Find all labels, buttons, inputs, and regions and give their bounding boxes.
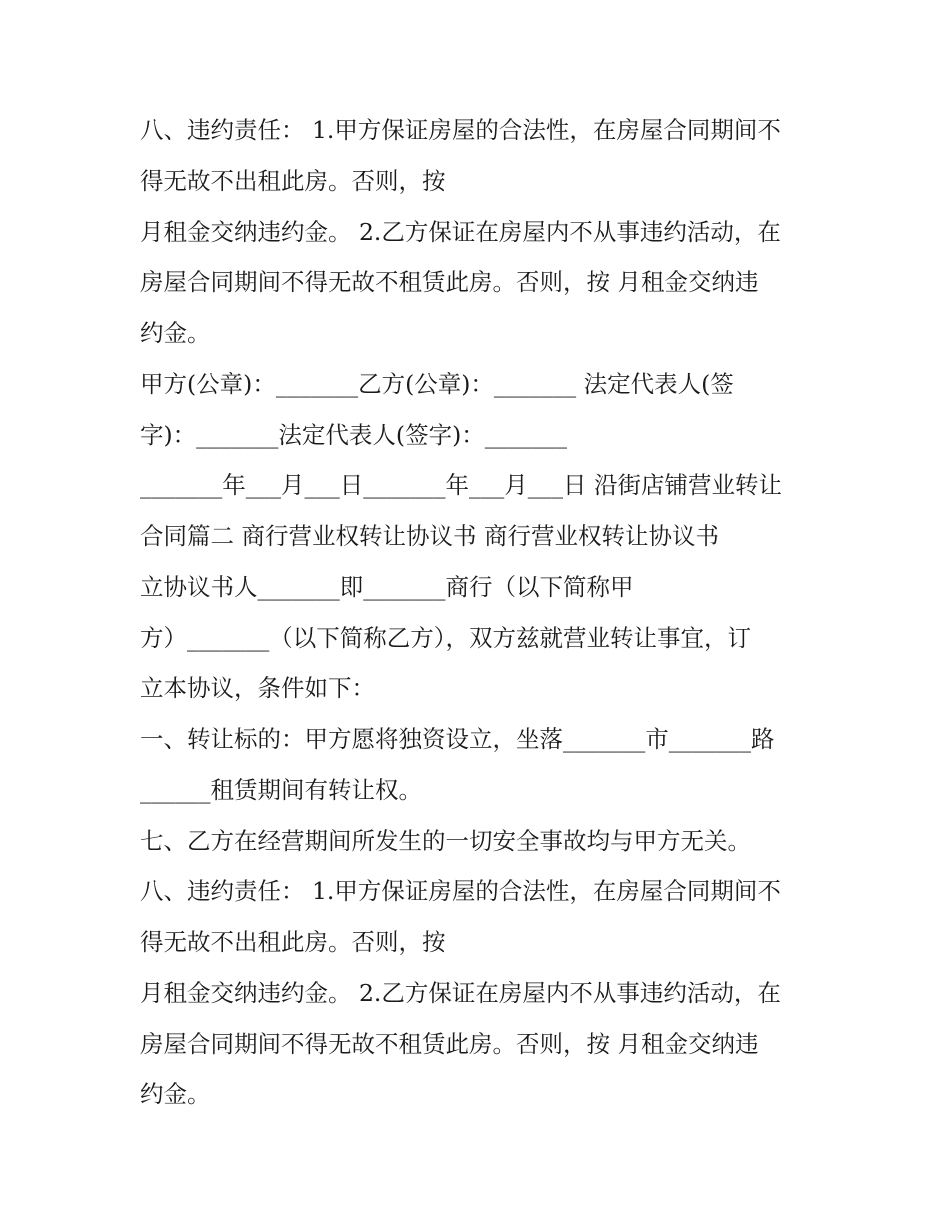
signature-line: 字)：_______法定代表人(签字)：_______ — [140, 420, 568, 449]
text-line: 方）_______（以下简称乙方），双方兹就营业转让事宜，订 — [140, 623, 751, 652]
text-line: 七、乙方在经营期间所发生的一切安全事故均与甲方无关。 — [140, 826, 751, 855]
document-page — [140, 105, 840, 1120]
text-line: 得无故不出租此房。否则，按 — [140, 928, 446, 956]
text-line: 月租金交纳违约金。 2.乙方保证在房屋内不从事违约活动，在 — [140, 217, 781, 246]
text-line: 约金。 — [140, 319, 211, 347]
text-line: 立协议书人_______即_______商行（以下简称甲 — [140, 572, 634, 601]
text-line: 八、违约责任： 1.甲方保证房屋的合法性，在房屋合同期间不 — [140, 877, 781, 906]
text-line: 得无故不出租此房。否则，按 — [140, 166, 446, 195]
text-line: 月租金交纳违约金。 2.乙方保证在房屋内不从事违约活动，在 — [140, 978, 781, 1007]
signature-line: 甲方(公章)：_______乙方(公章)：_______ 法定代表人(签 — [140, 369, 734, 398]
text-line: 八、违约责任： 1.甲方保证房屋的合法性，在房屋合同期间不 — [140, 116, 781, 144]
date-line: _______年___月___日_______年___月___日 沿街店铺营业转让 — [140, 471, 782, 500]
text-line: 约金。 — [140, 1080, 211, 1109]
text-line: ______租赁期间有转让权。 — [140, 775, 422, 804]
text-line: 房屋合同期间不得无故不租赁此房。否则，按 月租金交纳违 — [140, 1029, 759, 1058]
text-line: 房屋合同期间不得无故不租赁此房。否则，按 月租金交纳违 — [140, 268, 759, 297]
text-line: 一、转让标的：甲方愿将独资设立，坐落_______市_______路 — [140, 725, 775, 753]
section-title-line: 合同篇二 商行营业权转让协议书 商行营业权转让协议书 — [140, 522, 719, 550]
text-line: 立本协议，条件如下： — [140, 674, 375, 703]
